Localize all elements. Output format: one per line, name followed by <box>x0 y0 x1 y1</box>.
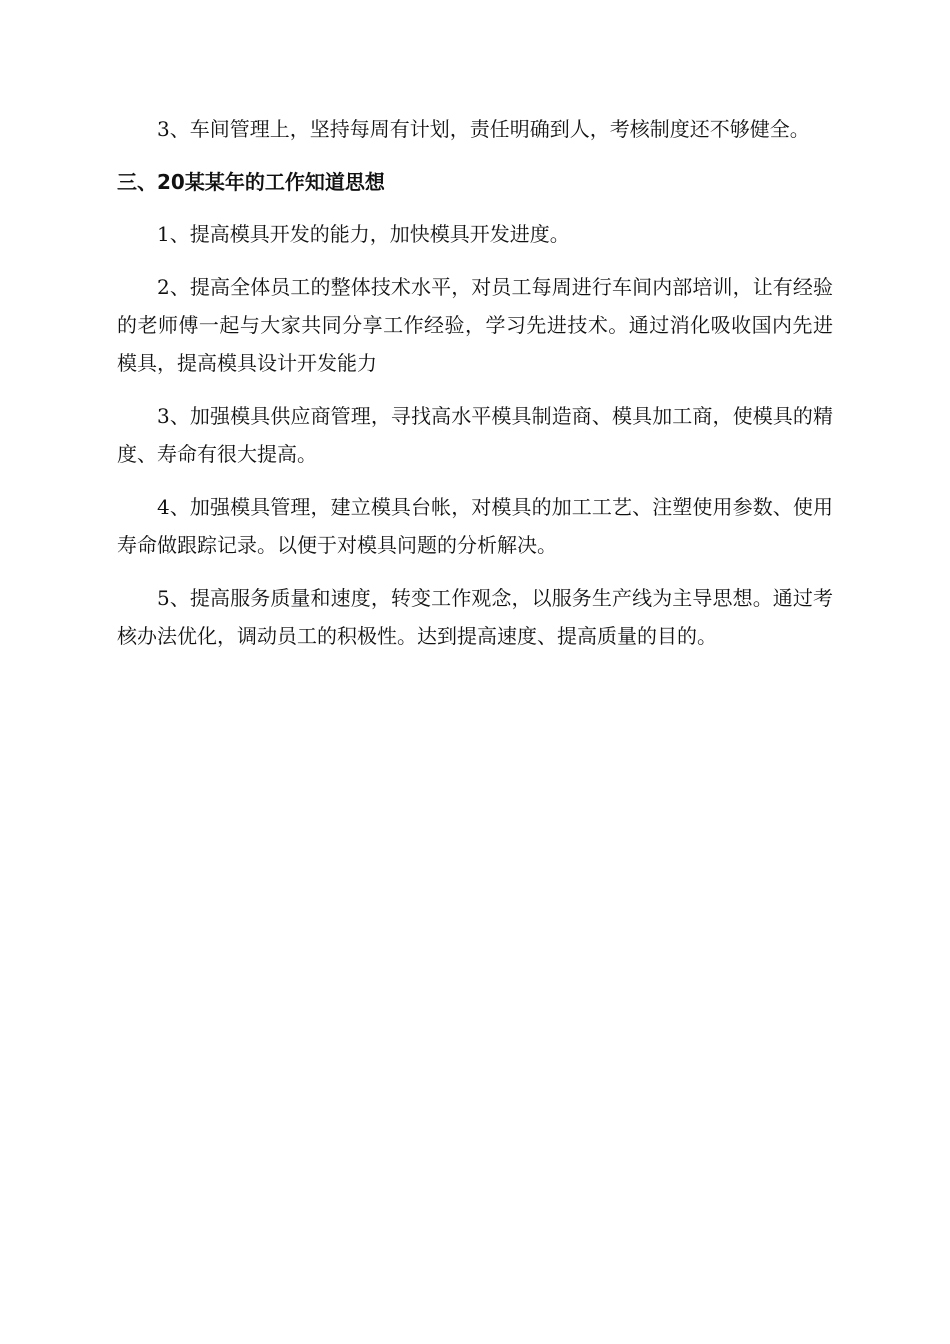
list-item: 3、加强模具供应商管理，寻找高水平模具制造商、模具加工商，使模具的精度、寿命有很大提高。 <box>117 404 833 466</box>
list-item: 5、提高服务质量和速度，转变工作观念，以服务生产线为主导思想。通过考核办法优化，调动员工的积极性。达到提高速度、提高质量的目的。 <box>117 586 833 648</box>
paragraph-workshop-management: 3、车间管理上，坚持每周有计划，责任明确到人，考核制度还不够健全。 <box>157 117 810 141</box>
list-item: 2、提高全体员工的整体技术水平，对员工每周进行车间内部培训，让有经验的老师傅一起与大家共同分享工作经验，学习先进技术。通过消化吸收国内先进模具，提高模具设计开发能力 <box>117 275 833 375</box>
document-body <box>117 110 833 670</box>
list-item: 4、加强模具管理，建立模具台帐，对模具的加工工艺、注塑使用参数、使用寿命做跟踪记录。以便于对模具问题的分析解决。 <box>117 495 833 557</box>
list-item: 1、提高模具开发的能力，加快模具开发进度。 <box>157 222 570 246</box>
section-heading: 三、20某某年的工作知道思想 <box>117 170 385 194</box>
